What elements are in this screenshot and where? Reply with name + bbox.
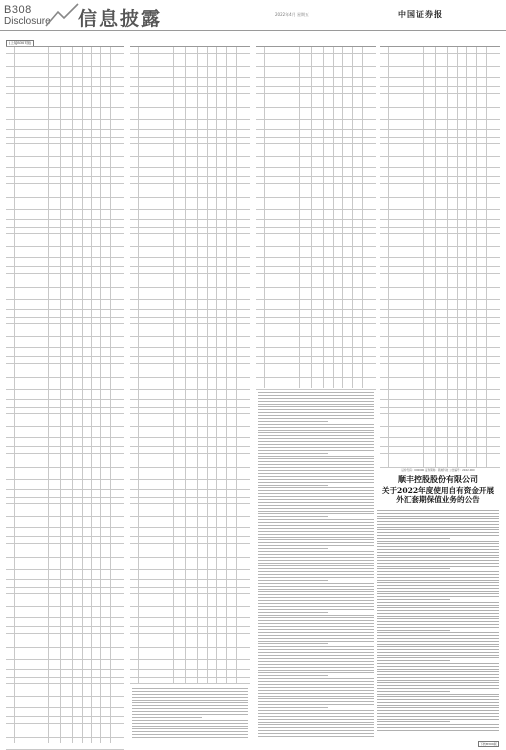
table-row [380, 363, 500, 378]
title-line-1: 关于2022年度使用自有资金开展 [381, 486, 495, 495]
text-line [377, 599, 450, 600]
text-line [258, 528, 374, 529]
text-line [258, 444, 374, 445]
text-line [258, 427, 374, 428]
text-line [377, 605, 499, 606]
text-line [258, 649, 374, 650]
text-line [258, 534, 374, 535]
text-line [132, 717, 202, 718]
continued-on-tag: 下转B309版 [480, 742, 497, 746]
text-line [258, 612, 328, 613]
text-line [258, 467, 374, 468]
table-column-1 [6, 46, 124, 742]
text-line [258, 638, 374, 639]
text-line [258, 565, 374, 566]
table-row [6, 273, 124, 288]
text-line [258, 635, 374, 636]
table-row [6, 53, 124, 67]
text-line [132, 711, 248, 712]
text-line [377, 555, 499, 556]
text-line [258, 401, 374, 402]
text-line [377, 699, 499, 700]
text-line [132, 697, 248, 698]
text-line [258, 632, 374, 633]
text-line [377, 696, 499, 697]
text-line [377, 513, 499, 514]
text-line [258, 441, 374, 442]
text-line [377, 719, 499, 720]
company-name: 顺丰控股股份有限公司 [398, 474, 478, 484]
text-line [258, 430, 374, 431]
table-row [256, 363, 376, 378]
text-line [377, 568, 450, 569]
table-row [6, 143, 124, 157]
text-line [258, 652, 374, 653]
table-row [6, 543, 124, 558]
text-line [258, 606, 374, 607]
text-line [258, 713, 374, 714]
text-line [377, 566, 499, 567]
text-line [258, 571, 374, 572]
text-line [258, 537, 374, 538]
text-line [258, 470, 374, 471]
text-line [377, 638, 499, 639]
text-line [377, 716, 499, 717]
text-line [258, 681, 374, 682]
text-line [258, 684, 374, 685]
text-line [377, 532, 499, 533]
text-line [258, 667, 374, 668]
text-line [258, 641, 374, 642]
text-line [258, 615, 374, 616]
table-row [6, 183, 124, 198]
text-line [258, 406, 374, 407]
text-line [258, 502, 374, 503]
text-line [377, 682, 499, 683]
text-line [132, 731, 248, 732]
text-line [258, 722, 374, 723]
text-line [258, 563, 374, 564]
section-name-english: Disclosure [4, 16, 51, 27]
text-line [377, 602, 499, 603]
text-line [258, 485, 328, 486]
text-line [377, 660, 450, 661]
text-line [258, 499, 374, 500]
text-line [377, 641, 499, 642]
text-line [132, 714, 248, 715]
text-line [132, 737, 248, 738]
table-row [256, 273, 376, 288]
text-line [258, 623, 374, 624]
text-line [258, 591, 374, 592]
text-line [377, 618, 499, 619]
table-row [6, 453, 124, 468]
text-line [258, 716, 374, 717]
text-line [377, 644, 499, 645]
text-line [377, 607, 499, 608]
text-line [377, 724, 499, 725]
table-row [130, 677, 250, 684]
swoosh-logo-icon [44, 2, 80, 28]
text-line [377, 591, 499, 592]
text-line [377, 621, 499, 622]
text-line [377, 730, 499, 731]
table-row [6, 93, 124, 108]
table-row [130, 453, 250, 468]
text-line [377, 655, 499, 656]
text-line [258, 603, 374, 604]
table-row [6, 233, 124, 247]
table-column-2 [130, 46, 250, 682]
text-line [258, 490, 374, 491]
table-row [6, 363, 124, 378]
text-line [377, 588, 499, 589]
text-line [258, 522, 374, 523]
text-line [258, 404, 374, 405]
text-line [132, 720, 248, 721]
text-line [258, 701, 374, 702]
text-line [377, 510, 499, 511]
text-line [258, 678, 374, 679]
text-line [258, 473, 374, 474]
text-line [377, 585, 499, 586]
text-line [258, 664, 374, 665]
table-row [256, 53, 376, 67]
text-line [377, 582, 499, 583]
text-line [132, 708, 248, 709]
text-line [258, 577, 374, 578]
issue-date: 2022年4月 星期五 [275, 12, 309, 17]
text-line [377, 652, 499, 653]
text-line [258, 545, 374, 546]
text-line [377, 560, 499, 561]
page-code: B308 [4, 4, 32, 16]
text-line [258, 620, 374, 621]
text-line [377, 677, 499, 678]
text-line [258, 586, 374, 587]
text-line [258, 646, 374, 647]
text-line [377, 627, 499, 628]
text-line [132, 734, 248, 735]
table-column-3 [256, 46, 376, 387]
table-row [380, 413, 500, 427]
table-row [380, 233, 500, 247]
text-line [377, 616, 499, 617]
text-line [377, 630, 450, 631]
text-line [258, 658, 374, 659]
table-row [130, 93, 250, 108]
table-row [380, 143, 500, 157]
text-line [258, 690, 374, 691]
text-line [258, 493, 374, 494]
text-line [258, 710, 374, 711]
table-row [256, 93, 376, 108]
text-line [377, 691, 450, 692]
text-line [258, 519, 374, 520]
text-line [377, 624, 499, 625]
text-line [377, 577, 499, 578]
text-line [132, 728, 248, 729]
text-line [377, 646, 499, 647]
text-line [258, 629, 374, 630]
table-row [130, 503, 250, 517]
newspaper-name: 中国证券报 [398, 9, 443, 19]
text-line [258, 626, 374, 627]
masthead [0, 0, 506, 30]
text-line [258, 597, 374, 598]
text-line [258, 730, 374, 731]
text-line [258, 447, 374, 448]
text-line [377, 666, 499, 667]
text-line [377, 671, 499, 672]
table-row [6, 503, 124, 517]
body-text-column-3 [258, 392, 374, 739]
text-line [377, 710, 499, 711]
text-line [258, 461, 374, 462]
table-row [380, 323, 500, 337]
table-row [6, 633, 124, 648]
text-line [377, 541, 499, 542]
text-line [258, 557, 374, 558]
table-row [6, 323, 124, 337]
text-line [377, 635, 499, 636]
text-line [377, 707, 499, 708]
text-line [258, 675, 328, 676]
text-line [258, 424, 374, 425]
text-line [377, 705, 499, 706]
text-line [377, 713, 499, 714]
text-line [132, 700, 248, 701]
text-line [258, 655, 374, 656]
text-line [258, 456, 374, 457]
text-line [377, 680, 499, 681]
text-line [258, 479, 374, 480]
text-line [377, 557, 499, 558]
text-line [377, 524, 499, 525]
table-row [130, 53, 250, 67]
text-line [258, 554, 374, 555]
text-line [132, 705, 248, 706]
text-line [377, 516, 499, 517]
text-line [258, 458, 374, 459]
text-line [258, 704, 374, 705]
text-line [258, 589, 374, 590]
text-line [258, 395, 374, 396]
table-row [380, 53, 500, 67]
title-line-2: 外汇套期保值业务的公告 [396, 495, 480, 504]
text-line [258, 736, 374, 737]
text-line [258, 609, 374, 610]
text-line [132, 688, 248, 689]
text-line [258, 450, 374, 451]
text-line [377, 727, 499, 728]
text-line [377, 543, 499, 544]
text-line [377, 571, 499, 572]
text-line [258, 516, 328, 517]
text-line [258, 724, 374, 725]
table-row [130, 273, 250, 288]
text-line [377, 593, 499, 594]
text-line [258, 670, 374, 671]
table-row [130, 143, 250, 157]
text-line [377, 527, 499, 528]
text-line [258, 560, 374, 561]
text-line [258, 707, 328, 708]
text-line [258, 476, 374, 477]
text-line [377, 549, 499, 550]
table-row [6, 737, 124, 750]
text-line [258, 432, 374, 433]
text-line [377, 702, 499, 703]
text-line [377, 529, 499, 530]
text-line [258, 508, 374, 509]
table-row [256, 183, 376, 198]
text-line [258, 580, 328, 581]
text-line [258, 727, 374, 728]
text-line [258, 513, 374, 514]
text-line [258, 568, 374, 569]
text-line [258, 693, 374, 694]
text-line [258, 496, 374, 497]
text-line [258, 600, 374, 601]
text-line [258, 398, 374, 399]
text-line [377, 610, 499, 611]
text-line [258, 464, 374, 465]
text-line [258, 696, 374, 697]
table-row [6, 723, 124, 738]
text-line [258, 698, 374, 699]
continued-from-tag: (上接B307版) [6, 40, 34, 47]
text-line [258, 733, 374, 734]
table-row [130, 323, 250, 337]
masthead-divider [0, 30, 506, 31]
text-line [258, 525, 374, 526]
text-line [377, 521, 499, 522]
text-line [377, 674, 499, 675]
text-line [377, 688, 499, 689]
text-line [258, 542, 374, 543]
table-row [256, 143, 376, 157]
text-line [377, 563, 499, 564]
text-line [258, 392, 374, 393]
text-line [258, 531, 374, 532]
text-line [377, 649, 499, 650]
section-name-chinese: 信息披露 [78, 8, 163, 30]
table-row [130, 233, 250, 247]
text-line [258, 539, 374, 540]
text-line [258, 409, 374, 410]
text-line [258, 453, 328, 454]
table-row [130, 543, 250, 558]
table-row [256, 233, 376, 247]
table-row [6, 683, 124, 697]
text-line [258, 594, 374, 595]
table-row [256, 323, 376, 337]
text-line [258, 551, 374, 552]
text-line [377, 632, 499, 633]
table-row [130, 633, 250, 648]
table-row [130, 413, 250, 427]
text-line [258, 511, 374, 512]
text-line [377, 721, 450, 722]
text-line [377, 546, 499, 547]
text-line [377, 657, 499, 658]
text-line [377, 552, 499, 553]
text-line [258, 415, 374, 416]
text-line [377, 669, 499, 670]
text-line [132, 723, 248, 724]
text-line [377, 613, 499, 614]
announcement-body [377, 510, 499, 733]
text-line [132, 702, 248, 703]
table-row [130, 363, 250, 378]
text-line [258, 719, 374, 720]
text-line [132, 691, 248, 692]
text-line [258, 482, 374, 483]
text-line [258, 583, 374, 584]
text-line [258, 643, 328, 644]
table-row [380, 273, 500, 288]
text-line [377, 694, 499, 695]
table-row [380, 453, 500, 468]
text-line [132, 694, 248, 695]
table-row [130, 593, 250, 607]
text-line [377, 580, 499, 581]
text-line [258, 574, 374, 575]
text-line [258, 421, 328, 422]
text-line [377, 685, 499, 686]
text-line [258, 687, 374, 688]
text-line [258, 438, 374, 439]
table-row [130, 183, 250, 198]
announcement-block [377, 470, 499, 742]
stock-code-line: 证券代码：000000 证券简称：顾地科技 公告编号：2022-000 [401, 469, 475, 472]
text-line [377, 535, 499, 536]
body-text-column-2-bottom [132, 688, 248, 740]
text-line [258, 435, 374, 436]
text-line [258, 505, 374, 506]
table-row [380, 93, 500, 108]
text-line [377, 663, 499, 664]
table-column-4 [380, 46, 500, 467]
text-line [258, 412, 374, 413]
table-row [380, 183, 500, 198]
text-line [377, 518, 499, 519]
text-line [258, 661, 374, 662]
text-line [258, 487, 374, 488]
text-line [377, 574, 499, 575]
text-line [258, 617, 374, 618]
text-line [377, 596, 499, 597]
text-line [258, 418, 374, 419]
text-line [132, 726, 248, 727]
text-line [377, 538, 450, 539]
table-row [256, 377, 376, 390]
text-line [258, 548, 328, 549]
announcement-title [377, 486, 499, 504]
text-line [258, 672, 374, 673]
table-row [6, 413, 124, 427]
table-row [6, 593, 124, 607]
